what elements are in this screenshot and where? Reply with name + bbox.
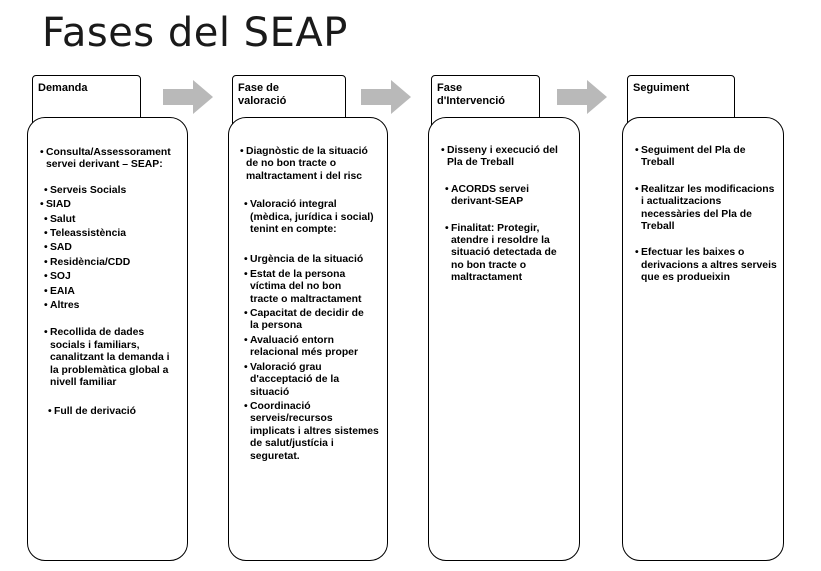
phase-item: • Valoració grau d'acceptació de la situació <box>244 362 387 399</box>
phase-item-list <box>429 118 579 285</box>
arrow-shape <box>163 80 213 114</box>
phase-item-list <box>623 118 783 285</box>
phase-card-seguiment <box>622 117 784 561</box>
phase-item: • Coordinació serveis/recursos implicats i altres sistemes de salut/justícia i seguretat. <box>244 401 387 463</box>
phase-item: • Seguiment del Pla de Treball <box>635 145 783 170</box>
phase-item: • Estat de la persona víctima del no bon tracte o maltractament <box>244 269 387 306</box>
phase-tab-label: Fase de <box>238 82 279 94</box>
phase-tab-label: Demanda <box>38 82 88 94</box>
phase-tab-label: Seguiment <box>633 82 690 94</box>
phase-card-intervencio <box>428 117 580 561</box>
phase-card-valoracio <box>228 117 388 561</box>
phase-item: • Diagnòstic de la situació de no bon tracte o maltractament i del risc <box>240 146 387 183</box>
phase-item: • Realitzar les modificacions i actualitzacions necessàries del Pla de Treball <box>635 184 783 234</box>
phase-item: • Valoració integral (mèdica, jurídica i social) tenint en compte: <box>244 199 387 236</box>
phase-tab-label: Fase <box>437 82 463 94</box>
phase-item: • Efectuar les baixes o derivacions a altres serveis que es produeixin <box>635 247 783 284</box>
phase-item: • Disseny i execució del Pla de Treball <box>441 145 579 170</box>
phase-item: • Serveis Socials <box>44 185 187 197</box>
phase-item: • Finalitat: Protegir, atendre i resoldre la situació detectada de no bon tracte o maltractament <box>445 223 579 285</box>
phase-item: • Avaluació entorn relacional més proper <box>244 335 387 360</box>
phase-item: • SAD <box>44 242 187 254</box>
phase-item: • SIAD <box>40 199 187 211</box>
phase-item: • Residència/CDD <box>44 257 187 269</box>
phase-card-demanda <box>27 117 188 561</box>
phase-item: • Recollida de dades socials i familiars, canalitzant la demanda i la problemàtica global a nivell familiar <box>44 327 187 389</box>
phase-item: • Salut <box>44 214 187 226</box>
phase-item: • EAIA <box>44 286 187 298</box>
phase-item: • Consulta/Assessorament servei derivant – SEAP: <box>40 147 187 172</box>
arrow-right-icon <box>163 80 213 114</box>
arrow-right-icon <box>361 80 411 114</box>
arrow-right-icon <box>557 80 607 114</box>
phase-item: • Altres <box>44 300 187 312</box>
phase-item: • Capacitat de decidir de la persona <box>244 308 387 333</box>
phase-item: • SOJ <box>44 271 187 283</box>
phase-item: • Teleassistència <box>44 228 187 240</box>
phase-tab-label: d'Intervenció <box>437 95 506 107</box>
page-title: Fases del SEAP <box>42 10 348 56</box>
arrow-shape <box>361 80 411 114</box>
phase-item-list <box>229 118 387 463</box>
phase-item: • ACORDS servei derivant-SEAP <box>445 184 579 209</box>
phase-item: • Urgència de la situació <box>244 254 387 266</box>
phase-item-list <box>28 118 187 418</box>
phase-tab-label: valoració <box>238 95 287 107</box>
arrow-shape <box>557 80 607 114</box>
phase-item: • Full de derivació <box>48 406 187 418</box>
